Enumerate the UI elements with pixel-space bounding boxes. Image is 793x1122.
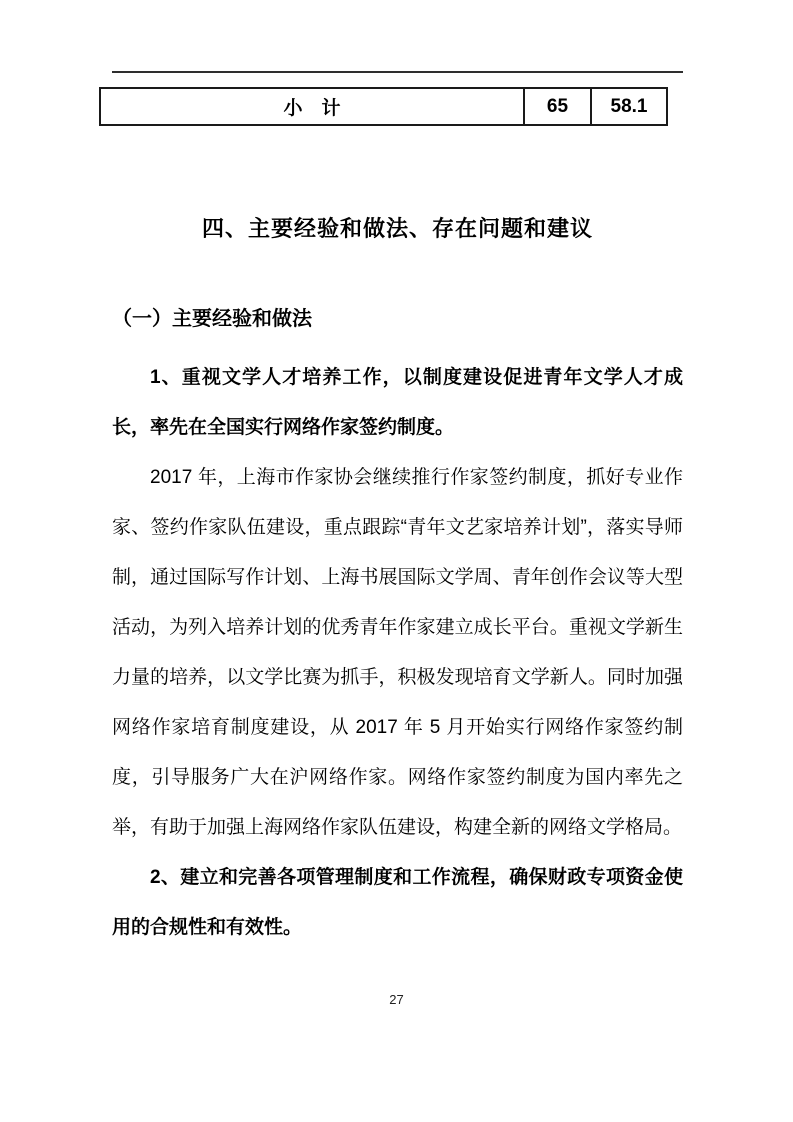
- subtotal-count-cell: 65: [524, 88, 591, 125]
- paragraph-2: 2017 年，上海市作家协会继续推行作家签约制度，抓好专业作家、签约作家队伍建设，重点跟踪“青年文艺家培养计划”，落实导师制，通过国际写作计划、上海书展国际文学周、青年创作会议等大型活动，为列入培养计划的优秀青年作家建立成长平台。重视文学新生力量的培养，以文学比赛为抓手，积极发现培育文学新人。同时加强网络作家培育制度建设，从 2017 年 5 月开始实行网络作家签约制度，引导服务广大在沪网络作家。网络作家签约制度为国内率先之举，有助于加强上海网络作家队伍建设，构建全新的网络文学格局。: [112, 467, 683, 838]
- body-text: [112, 353, 683, 953]
- table-row: [100, 88, 667, 125]
- paragraph-1: 1、重视文学人才培养工作，以制度建设促进青年文学人才成长，率先在全国实行网络作家签约制度。: [112, 367, 683, 438]
- page-number: 27: [389, 992, 404, 1007]
- page-header-rule: [112, 71, 683, 73]
- subtotal-amount-cell: 58.1: [591, 88, 667, 125]
- subsection-heading: （一）主要经验和做法: [112, 308, 312, 330]
- section-heading: 四、主要经验和做法、存在问题和建议: [201, 216, 593, 241]
- paragraph-3: 2、建立和完善各项管理制度和工作流程，确保财政专项资金使用的合规性和有效性。: [112, 867, 683, 938]
- subtotal-label-cell: 小 计: [100, 88, 524, 125]
- summary-table: [99, 87, 668, 126]
